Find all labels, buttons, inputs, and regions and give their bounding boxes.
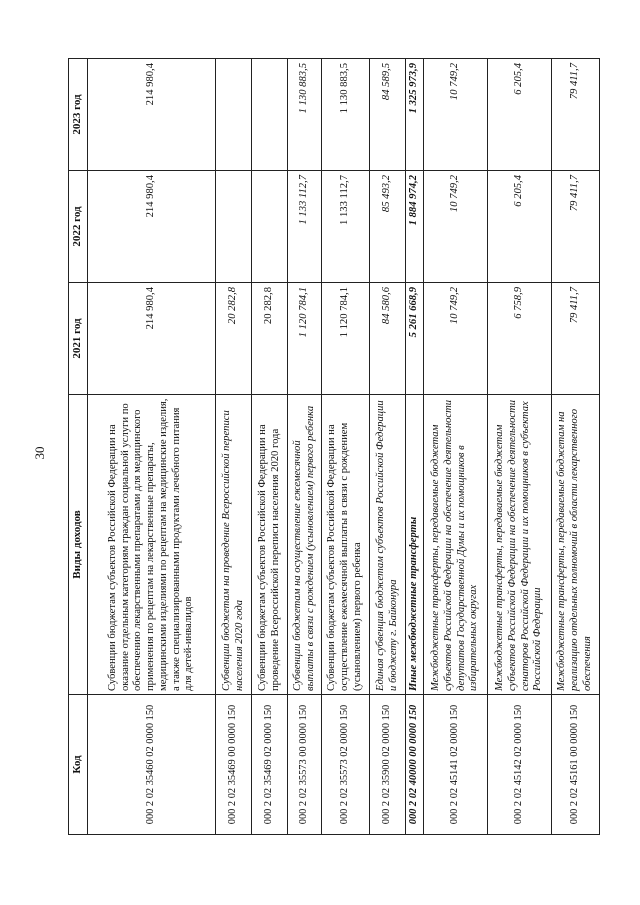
row-code: 000 2 02 35469 00 0000 150 [216, 695, 252, 835]
row-code: 000 2 02 45161 00 0000 150 [552, 695, 600, 835]
header-2021: 2021 год [69, 283, 88, 395]
row-2023 [252, 59, 288, 171]
table-row [370, 59, 406, 835]
row-2022: 1 884 974,2 [406, 171, 424, 283]
row-code: 000 2 02 35573 00 0000 150 [288, 695, 322, 835]
row-name: Единая субвенция бюджетам субъектов Российской Федерации и бюджету г. Байконура [370, 395, 406, 695]
row-name: Субвенции бюджетам субъектов Российской Федерации на оказание отдельным категориям граждан социальной услуги по обеспечению лекарственными препаратами для медицинского применения по рецептам на лекарственные препараты, медицинскими изделиями по рецептам на медицинские изделия, а также специализированными продуктами лечебного питания для детей-инвалидов [88, 395, 216, 695]
row-2021: 6 758,9 [488, 283, 552, 395]
row-2022: 6 205,4 [488, 171, 552, 283]
table-row [488, 59, 552, 835]
row-2023: 1 325 973,9 [406, 59, 424, 171]
row-2021: 84 580,6 [370, 283, 406, 395]
header-name: Виды доходов [69, 395, 88, 695]
row-2022 [216, 171, 252, 283]
table-row [322, 59, 370, 835]
row-2021: 79 411,7 [552, 283, 600, 395]
row-2022 [252, 171, 288, 283]
row-code: 000 2 02 45142 02 0000 150 [488, 695, 552, 835]
row-2023: 10 749,2 [424, 59, 488, 171]
header-2022: 2022 год [69, 171, 88, 283]
revenue-table [68, 58, 600, 835]
row-2022: 85 493,2 [370, 171, 406, 283]
row-code: 000 2 02 35573 02 0000 150 [322, 695, 370, 835]
row-2023: 1 130 883,5 [322, 59, 370, 171]
row-2022: 10 749,2 [424, 171, 488, 283]
table-row [288, 59, 322, 835]
row-2021: 10 749,2 [424, 283, 488, 395]
header-2023: 2023 год [69, 59, 88, 171]
row-2021: 5 261 668,9 [406, 283, 424, 395]
table-row [216, 59, 252, 835]
row-2023: 214 980,4 [88, 59, 216, 171]
table-header-row [69, 59, 88, 835]
row-name: Межбюджетные трансферты, передаваемые бюджетам на реализацию отдельных полномочий в области лекарственного обеспечения [552, 395, 600, 695]
row-name: Субвенции бюджетам на проведение Всероссийской переписи населения 2020 года [216, 395, 252, 695]
row-2021: 1 120 784,1 [322, 283, 370, 395]
row-name: Межбюджетные трансферты, передаваемые бюджетам субъектов Российской Федерации на обеспечение деятельности сенаторов Российской Федерации и их помощников в субъектах Российской Федерации [488, 395, 552, 695]
table-row [252, 59, 288, 835]
table-row [406, 59, 424, 835]
row-code: 000 2 02 35460 02 0000 150 [88, 695, 216, 835]
row-2023: 6 205,4 [488, 59, 552, 171]
row-2023 [216, 59, 252, 171]
row-2022: 214 980,4 [88, 171, 216, 283]
row-name: Субвенции бюджетам субъектов Российской Федерации на проведение Всероссийской переписи населения 2020 года [252, 395, 288, 695]
header-code: Код [69, 695, 88, 835]
row-2021: 214 980,4 [88, 283, 216, 395]
row-2023: 84 589,5 [370, 59, 406, 171]
row-2023: 79 411,7 [552, 59, 600, 171]
page-number: 30 [32, 446, 47, 460]
table-row [88, 59, 216, 835]
row-code: 000 2 02 35900 02 0000 150 [370, 695, 406, 835]
row-2021: 1 120 784,1 [288, 283, 322, 395]
row-2022: 1 133 112,7 [322, 171, 370, 283]
row-2021: 20 282,8 [252, 283, 288, 395]
row-code: 000 2 02 35469 02 0000 150 [252, 695, 288, 835]
row-2021: 20 282,8 [216, 283, 252, 395]
row-code: 000 2 02 45141 02 0000 150 [424, 695, 488, 835]
row-2022: 1 133 112,7 [288, 171, 322, 283]
row-name: Субвенции бюджетам на осуществление ежемесячной выплаты в связи с рождением (усыновлением) первого ребенка [288, 395, 322, 695]
row-name: Субвенции бюджетам субъектов Российской Федерации на осуществление ежемесячной выплаты в связи с рождением (усыновлением) первого ребенка [322, 395, 370, 695]
row-2023: 1 130 883,5 [288, 59, 322, 171]
table-row [552, 59, 600, 835]
table-row [424, 59, 488, 835]
row-name: Иные межбюджетные трансферты [406, 395, 424, 695]
row-2022: 79 411,7 [552, 171, 600, 283]
rotated-table-wrapper [68, 59, 593, 835]
row-name: Межбюджетные трансферты, передаваемые бюджетам субъектов Российской Федерации на обеспечение деятельности депутатов Государственной Думы и их помощников в избирательных округах [424, 395, 488, 695]
row-code: 000 2 02 40000 00 0000 150 [406, 695, 424, 835]
